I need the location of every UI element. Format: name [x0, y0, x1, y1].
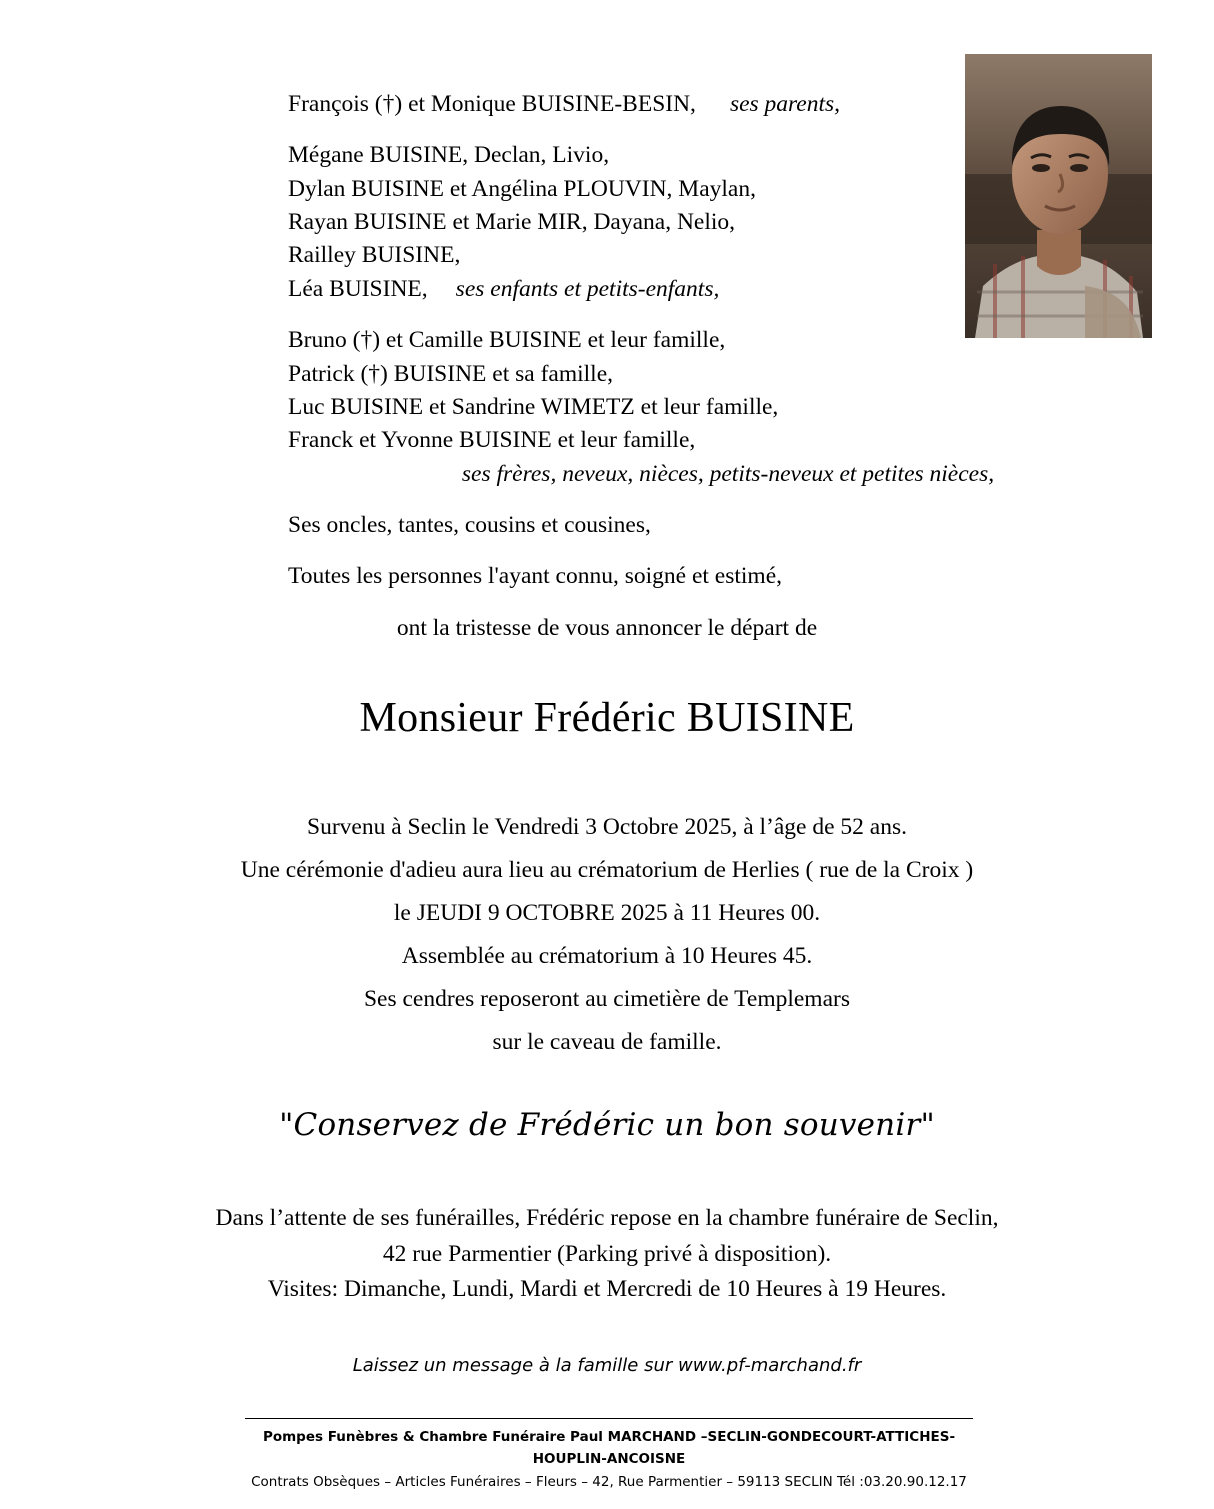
announcement-block	[0, 615, 1214, 1376]
funeral-line: Visites: Dimanche, Lundi, Mardi et Mercredi de 10 Heures à 19 Heures.	[267, 1275, 947, 1302]
detail-line: Ses cendres reposeront au cimetière de Templemars	[363, 986, 850, 1013]
memorial-quote: "Conservez de Frédéric un bon souvenir"	[279, 1107, 935, 1144]
family-line: Franck et Yvonne BUISINE et leur famille,	[288, 427, 696, 454]
family-group-siblings	[288, 324, 1108, 491]
family-line: Patrick (†) BUISINE et sa famille,	[288, 360, 613, 387]
family-relation: ses enfants et petits-enfants,	[455, 275, 720, 302]
family-line: Railley BUISINE,	[288, 242, 461, 269]
family-line: Mégane BUISINE, Declan, Livio,	[288, 142, 610, 169]
detail-line: le JEUDI 9 OCTOBRE 2025 à 11 Heures 00.	[393, 900, 821, 927]
footer-services-line: Contrats Obsèques – Articles Funéraires – Fleurs – 42, Rue Parmentier – 59113 SECLIN Tél :03.20.90.12.17	[251, 1473, 967, 1490]
family-names: François (†) et Monique BUISINE-BESIN,	[288, 91, 696, 117]
family-relation: ses parents,	[729, 91, 841, 117]
detail-line: Une cérémonie d'adieu aura lieu au crématorium de Herlies ( rue de la Croix )	[240, 857, 974, 884]
family-group-parents	[288, 88, 1108, 121]
family-relation: ses frères, neveux, nièces, petits-neveux et petites nièces,	[461, 460, 995, 487]
family-line: Rayan BUISINE et Marie MIR, Dayana, Nelio,	[288, 209, 736, 236]
footer-company-line: Pompes Funèbres & Chambre Funéraire Paul MARCHAND –SECLIN-GONDECOURT-ATTICHES-HOUPLIN-ANCOISNE	[262, 1429, 956, 1468]
family-names: Léa BUISINE,	[288, 275, 428, 302]
detail-line: Survenu à Seclin le Vendredi 3 Octobre 2025, à l’âge de 52 ans.	[307, 814, 907, 840]
footer	[245, 1418, 973, 1493]
deceased-name: Monsieur Frédéric BUISINE	[359, 695, 855, 741]
funeral-line: Dans l’attente de ses funérailles, Frédéric repose en la chambre funéraire de Seclin,	[215, 1205, 999, 1232]
footer-divider	[245, 1418, 973, 1419]
family-line: Luc BUISINE et Sandrine WIMETZ et leur famille,	[288, 393, 779, 420]
family-line: Dylan BUISINE et Angélina PLOUVIN, Maylan,	[288, 175, 756, 202]
family-line: Bruno (†) et Camille BUISINE et leur famille,	[288, 327, 726, 354]
family-group-children	[288, 139, 1108, 306]
ceremony-details	[0, 808, 1214, 1061]
detail-line: sur le caveau de famille.	[492, 1029, 722, 1056]
family-line	[288, 88, 1108, 121]
family-block	[288, 88, 1108, 612]
funeral-line: 42 rue Parmentier (Parking privé à disposition).	[382, 1240, 832, 1267]
condolence-message-link[interactable]: Laissez un message à la famille sur www.pf-marchand.fr	[352, 1355, 862, 1377]
family-others-line: Ses oncles, tantes, cousins et cousines,	[288, 511, 651, 538]
family-line	[288, 273, 1108, 306]
family-others-line: Toutes les personnes l'ayant connu, soigné et estimé,	[288, 563, 783, 590]
detail-line: Assemblée au crématorium à 10 Heures 45.	[401, 943, 813, 970]
announcement-text: ont la tristesse de vous annoncer le départ de	[396, 615, 818, 641]
funeral-home-info	[0, 1201, 1214, 1307]
